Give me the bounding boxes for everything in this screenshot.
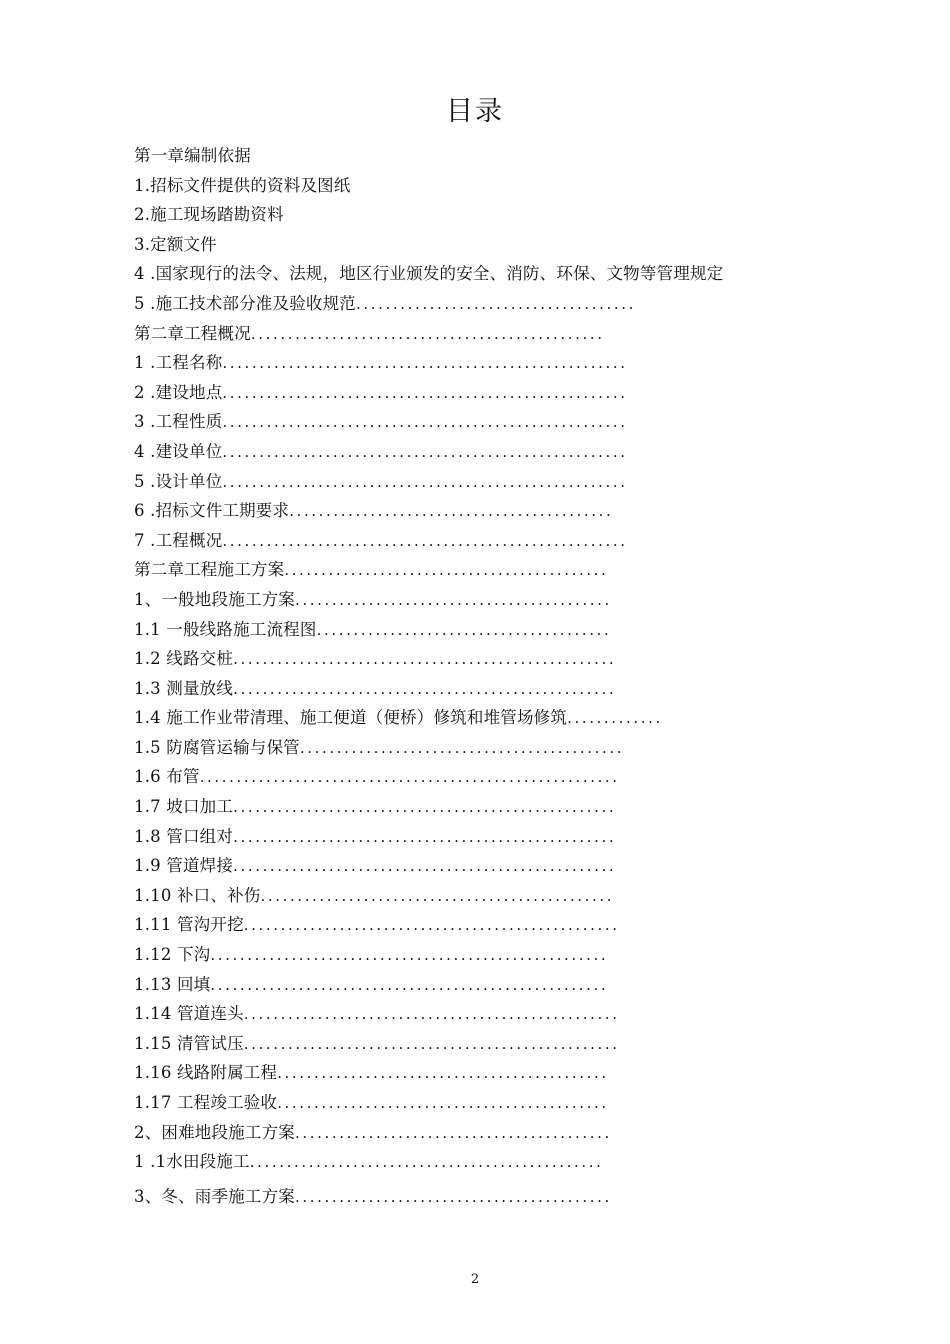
toc-entry-label: 7 .工程概况 — [134, 530, 223, 550]
toc-entry[interactable] — [134, 496, 824, 526]
toc-entry-label: 1.12 下沟 — [134, 945, 211, 965]
toc-entry-label: 1.17 工程竣工验收 — [134, 1093, 278, 1112]
toc-leader-dots: ................................................... — [243, 1034, 620, 1053]
toc-entry[interactable] — [134, 200, 824, 230]
toc-leader-dots: ....................................................... — [222, 531, 628, 550]
toc-leader-dots: ................................................ — [260, 886, 615, 905]
toc-leader-dots: ........................................... — [295, 590, 612, 609]
table-of-contents — [134, 141, 824, 1211]
toc-entry[interactable] — [134, 703, 824, 733]
toc-entry[interactable] — [134, 289, 824, 319]
toc-entry-label: 4 .建设单位 — [134, 441, 223, 461]
toc-entry-label: 3.定额文件 — [134, 234, 217, 254]
toc-leader-dots: ...................................................... — [210, 975, 609, 994]
toc-entry[interactable] — [134, 733, 824, 763]
toc-entry-label: 1.11 管沟开挖 — [134, 915, 244, 935]
toc-entry-label: 第二章工程施工方案 — [134, 560, 285, 580]
toc-entry-label: 1.2 线路交桩 — [134, 649, 234, 669]
toc-entry[interactable] — [134, 851, 824, 881]
toc-entry[interactable] — [134, 1118, 824, 1148]
toc-entry-label: 5 .施工技术部分准及验收规范 — [134, 293, 356, 313]
toc-leader-dots: ................................................... — [243, 1005, 620, 1024]
toc-entry-label: 2、困难地段施工方案 — [134, 1122, 295, 1142]
toc-entry-label: 第一章编制依据 — [134, 146, 251, 165]
toc-entry[interactable] — [134, 319, 824, 349]
toc-entry-label: 5 .设计单位 — [134, 471, 223, 491]
toc-entry-label: 1.7 坡口加工 — [134, 797, 234, 817]
toc-entry-label: 1.1 一般线路施工流程图 — [134, 619, 317, 639]
toc-entry-label: 1.9 管道焊接 — [134, 856, 234, 876]
toc-leader-dots: ....................................................... — [222, 472, 628, 491]
toc-entry[interactable] — [134, 526, 824, 556]
toc-entry[interactable] — [134, 1058, 824, 1088]
toc-entry-label: 1.3 测量放线 — [134, 678, 234, 698]
toc-entry[interactable] — [134, 1147, 824, 1177]
toc-leader-dots: ....................................................... — [222, 442, 628, 461]
toc-entry-label: 1、一般地段施工方案 — [134, 589, 295, 609]
toc-entry[interactable] — [134, 407, 824, 437]
toc-leader-dots: ............. — [567, 709, 663, 728]
toc-entry-label: 1.10 补口、补伤 — [134, 885, 261, 905]
toc-entry[interactable] — [134, 348, 824, 378]
toc-entry[interactable] — [134, 585, 824, 615]
toc-entry[interactable] — [134, 437, 824, 467]
toc-entry[interactable] — [134, 259, 824, 289]
toc-leader-dots: ................................................... — [243, 916, 620, 935]
toc-entry-label: 1.6 布管 — [134, 767, 200, 787]
toc-entry[interactable] — [134, 1182, 824, 1212]
toc-leader-dots: ................................................ — [250, 324, 605, 343]
toc-entry[interactable] — [134, 822, 824, 852]
toc-entry-label: 1 .工程名称 — [134, 353, 223, 373]
toc-entry-label: 2.施工现场踏勘资料 — [134, 205, 284, 225]
toc-entry-label: 1.4 施工作业带清理、施工便道（便桥）修筑和堆管场修筑 — [134, 708, 568, 728]
toc-entry-label: 1.15 清管试压 — [134, 1033, 244, 1053]
toc-leader-dots: ........................................... — [295, 1123, 612, 1142]
toc-leader-dots: ............................................. — [277, 1094, 609, 1112]
toc-entry[interactable] — [134, 1029, 824, 1059]
toc-entry[interactable] — [134, 378, 824, 408]
toc-entry[interactable] — [134, 1088, 824, 1118]
toc-leader-dots: ......................................................... — [199, 768, 620, 787]
toc-leader-dots: ................................................ — [249, 1153, 604, 1172]
toc-entry[interactable] — [134, 644, 824, 674]
toc-entry-label: 2 .建设地点 — [134, 382, 223, 402]
toc-entry[interactable] — [134, 615, 824, 645]
toc-entry[interactable] — [134, 141, 824, 171]
toc-leader-dots: .................................................... — [233, 798, 617, 817]
toc-entry-label: 1.5 防腐管运输与保管 — [134, 737, 300, 757]
toc-entry[interactable] — [134, 674, 824, 704]
toc-entry-label: 1.13 回填 — [134, 974, 211, 994]
toc-entry-label: 1.招标文件提供的资料及图纸 — [134, 175, 351, 195]
toc-entry[interactable] — [134, 555, 824, 585]
toc-leader-dots: ....................................................... — [222, 413, 628, 432]
toc-entry-label: 1.8 管口组对 — [134, 826, 234, 846]
toc-entry[interactable] — [134, 230, 824, 260]
toc-entry[interactable] — [134, 467, 824, 497]
toc-entry-label: 1 .1水田段施工 — [134, 1152, 250, 1172]
toc-entry-label: 1.16 线路附属工程 — [134, 1063, 278, 1083]
toc-entry-label: 3、冬、雨季施工方案 — [134, 1186, 295, 1206]
toc-entry-label: 4 .国家现行的法令、法规，地区行业颁发的安全、消防、环保、文物等管理规定 — [134, 264, 724, 284]
toc-entry[interactable] — [134, 792, 824, 822]
toc-entry[interactable] — [134, 881, 824, 911]
toc-entry-label: 3 .工程性质 — [134, 412, 223, 432]
toc-leader-dots: .................................................... — [233, 827, 617, 846]
toc-leader-dots: ............................................ — [299, 738, 625, 757]
toc-entry-label: 1.14 管道连头 — [134, 1004, 244, 1024]
toc-leader-dots: .................................................... — [233, 650, 617, 669]
toc-leader-dots: ...................................... — [356, 294, 636, 313]
toc-entry[interactable] — [134, 171, 824, 201]
toc-entry[interactable] — [134, 762, 824, 792]
toc-leader-dots: ....................................................... — [222, 354, 628, 373]
toc-leader-dots: ............................................ — [284, 561, 609, 580]
toc-leader-dots: ...................................................... — [210, 946, 609, 965]
toc-entry-label: 第二章工程概况 — [134, 323, 251, 343]
toc-leader-dots: ........................................ — [316, 620, 612, 639]
toc-leader-dots: ....................................................... — [222, 383, 628, 402]
toc-leader-dots: ............................................. — [277, 1064, 609, 1083]
toc-entry[interactable] — [134, 940, 824, 970]
toc-leader-dots: .................................................... — [233, 857, 617, 876]
toc-leader-dots: .................................................... — [233, 679, 617, 698]
toc-leader-dots: ............................................ — [289, 502, 614, 521]
page-number: 2 — [470, 1272, 480, 1287]
toc-leader-dots: ........................................... — [295, 1187, 612, 1206]
toc-entry[interactable] — [134, 910, 824, 940]
toc-entry[interactable] — [134, 970, 824, 1000]
toc-entry-label: 6 .招标文件工期要求 — [134, 501, 290, 521]
toc-entry[interactable] — [134, 999, 824, 1029]
page-title: 目录 — [446, 96, 504, 127]
